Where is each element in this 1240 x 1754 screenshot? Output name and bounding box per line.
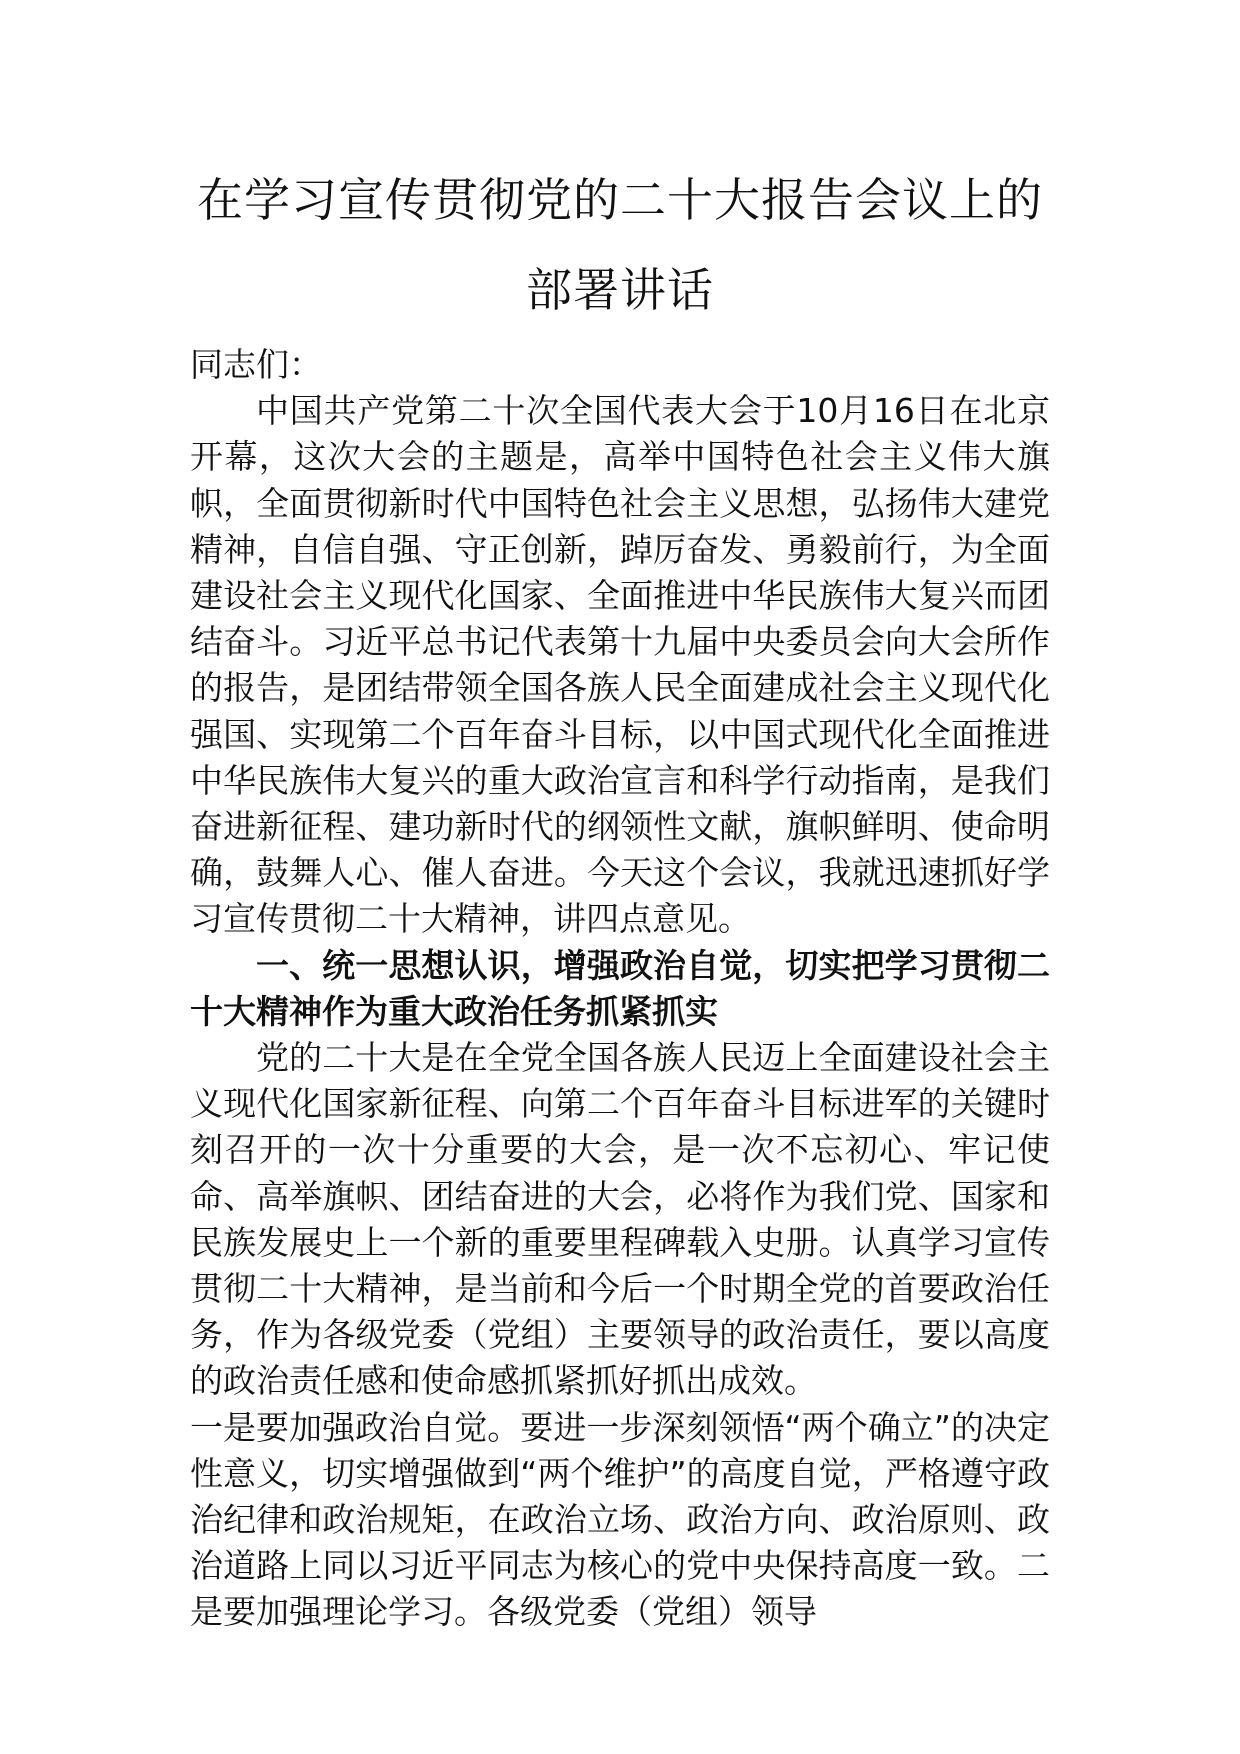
salutation: 同志们： [190, 345, 322, 384]
document-title-line-1: 在学习宣传贯彻党的二十大报告会议上的 [197, 173, 1043, 227]
document-title-line-2: 部署讲话 [526, 263, 714, 317]
document-body [190, 342, 1050, 1636]
section-heading: 一、统一思想认识，增强政治自觉，切实把学习贯彻二十大精神作为重大政治任务抓紧抓实 [190, 945, 1050, 1031]
continuation-paragraph: 一是要加强政治自觉。要进一步深刻领悟“两个确立”的决定性意义，切实增强做到“两个维护”的高度自觉，严格遵守政治纪律和政治规矩，在政治立场、政治方向、政治原则、政治道路上同以习近平同志为核心的党中央保持高度一致。二是要加强理论学习。各级党委（党组）领导 [190, 1407, 1050, 1632]
section-paragraph: 党的二十大是在全党全国各族人民迈上全面建设社会主义现代化国家新征程、向第二个百年奋斗目标进军的关键时刻召开的一次十分重要的大会，是一次不忘初心、牢记使命、高举旗帜、团结奋进的大会，必将作为我们党、国家和民族发展史上一个新的重要里程碑载入史册。认真学习宣传贯彻二十大精神，是当前和今后一个时期全党的首要政治任务，作为各级党委（党组）主要领导的政治责任，要以高度的政治责任感和使命感抓紧抓好抓出成效。 [190, 1038, 1050, 1401]
intro-paragraph: 中国共产党第二十次全国代表大会于10月16日在北京开幕，这次大会的主题是，高举中国特色社会主义伟大旗帜，全面贯彻新时代中国特色社会主义思想，弘扬伟大建党精神，自信自强、守正创新，踔厉奋发、勇毅前行，为全面建设社会主义现代化国家、全面推进中华民族伟大复兴而团结奋斗。习近平总书记代表第十九届中央委员会向大会所作的报告，是团结带领全国各族人民全面建成社会主义现代化强国、实现第二个百年奋斗目标，以中国式现代化全面推进中华民族伟大复兴的重大政治宣言和科学行动指南，是我们奋进新征程、建功新时代的纲领性文献，旗帜鲜明、使命明确，鼓舞人心、催人奋进。今天这个会议，我就迅速抓好学习宣传贯彻二十大精神，讲四点意见。 [190, 391, 1050, 939]
